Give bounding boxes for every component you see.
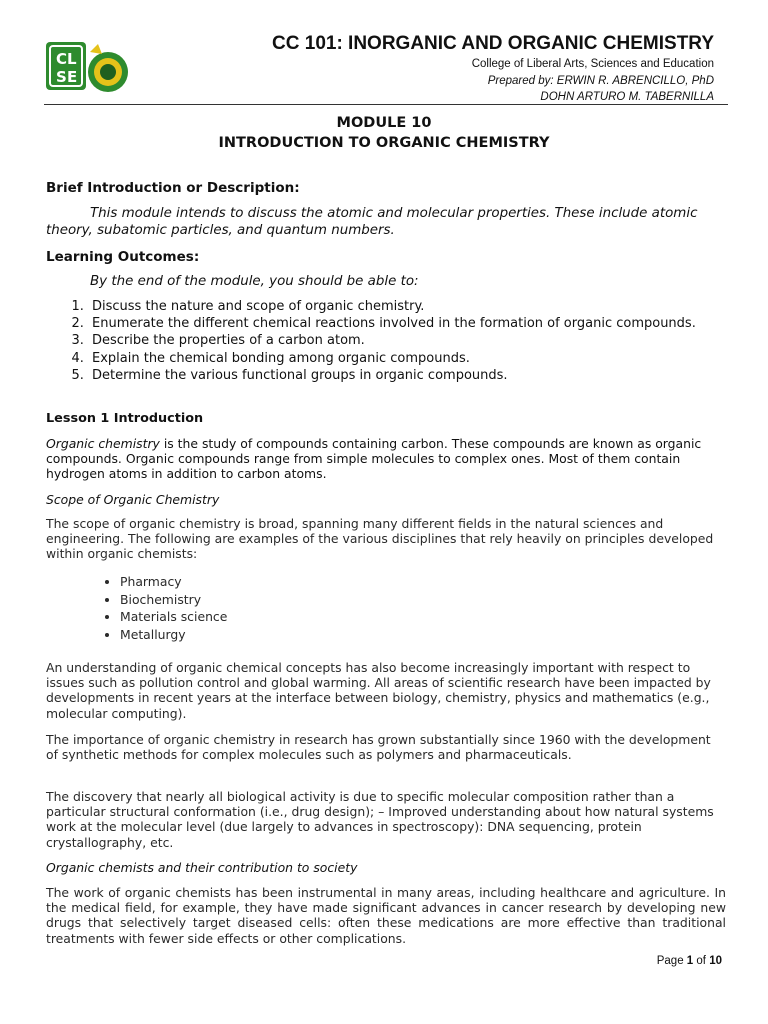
definition-text: is the study of compounds containing carbon. These compounds are known as organic compounds. Organic compounds range from simple molecules to complex ones. Most of them contain hydrogen atoms in addition to carbon atoms.	[46, 436, 702, 482]
discipline-item: • Pharmacy	[120, 573, 227, 591]
svg-text:L: L	[67, 50, 77, 68]
paragraph-importance: The importance of organic chemistry in research has grown substantially since 1960 with the development of synthetic methods for complex molecules such as polymers and pharmaceuticals.	[46, 732, 711, 763]
course-title: CC 101: INORGANIC AND ORGANIC CHEMISTRY	[272, 33, 714, 54]
module-title: INTRODUCTION TO ORGANIC CHEMISTRY	[218, 135, 550, 151]
discipline-item: • Biochemistry	[120, 591, 227, 609]
module-number: MODULE 10	[336, 115, 432, 131]
outcomes-heading: Learning Outcomes:	[46, 249, 200, 265]
discipline-item: • Metallurgy	[120, 626, 227, 644]
outcome-item: 5. Determine the various functional groups in organic compounds.	[88, 367, 748, 384]
prepared-by: Prepared by: ERWIN R. ABRENCILLO, PhD	[487, 75, 714, 87]
intro-heading: Brief Introduction or Description:	[46, 180, 300, 196]
outcomes-lead: By the end of the module, you should be able to:	[90, 274, 419, 289]
outcomes-list	[66, 298, 748, 384]
svg-text:S: S	[56, 68, 67, 86]
discipline-item: • Materials science	[120, 608, 227, 626]
contribution-text: The work of organic chemists has been instrumental in many areas, including healthcare and agriculture. In the medical field, for example, they have made significant advances in cancer research by developing new drugs that selectively target diseased cells: often these medications are more effective than traditional treatments with fewer side effects or other complications.	[46, 885, 726, 946]
intro-text: This module intends to discuss the atomic and molecular properties. These include atomic theory, subatomic particles, and quantum numbers.	[46, 206, 698, 238]
svg-text:E: E	[67, 68, 78, 86]
page-current: 1	[686, 955, 694, 967]
disciplines-list	[100, 573, 227, 644]
outcome-item: 1. Discuss the nature and scope of organic chemistry.	[88, 298, 748, 315]
contribution-heading: Organic chemists and their contribution to society	[46, 860, 358, 875]
page-label: Page	[656, 955, 684, 967]
co-author: DOHN ARTURO M. TABERNILLA	[540, 91, 714, 103]
college-logo	[44, 38, 134, 96]
paragraph-concepts: An understanding of organic chemical concepts has also become increasingly important with respect to issues such as pollution control and global warming. All areas of scientific research have been impacted by developments in recent years at the interface between biology, chemistry, physics and mathematics (e.g., molecular computing).	[46, 660, 711, 721]
college-name: College of Liberal Arts, Sciences and Education	[471, 58, 714, 70]
page-total: 10	[709, 955, 722, 967]
scope-text: The scope of organic chemistry is broad, spanning many different fields in the natural sciences and engineering. The following are examples of the various disciplines that rely heavily on principles developed within organic chemists:	[46, 516, 714, 562]
outcome-item: 4. Explain the chemical bonding among organic compounds.	[88, 350, 748, 367]
header-divider	[44, 104, 728, 105]
scope-heading: Scope of Organic Chemistry	[46, 492, 220, 507]
outcome-item: 2. Enumerate the different chemical reactions involved in the formation of organic compounds.	[88, 315, 748, 332]
page-of-label: of	[696, 955, 706, 967]
outcome-item: 3. Describe the properties of a carbon atom.	[88, 332, 748, 349]
paragraph-discovery: The discovery that nearly all biological activity is due to specific molecular composition rather than a particular structural conformation (i.e., drug design); – Improved understanding about how natural systems work at the molecular level (due largely to advances in spectroscopy): DNA sequencing, protein crystallography, etc.	[46, 789, 714, 850]
term-organic-chemistry: Organic chemistry	[46, 436, 160, 451]
lesson-heading: Lesson 1 Introduction	[46, 411, 204, 426]
lesson-definition	[46, 436, 726, 482]
page-number	[657, 955, 722, 967]
svg-text:C: C	[56, 50, 68, 68]
